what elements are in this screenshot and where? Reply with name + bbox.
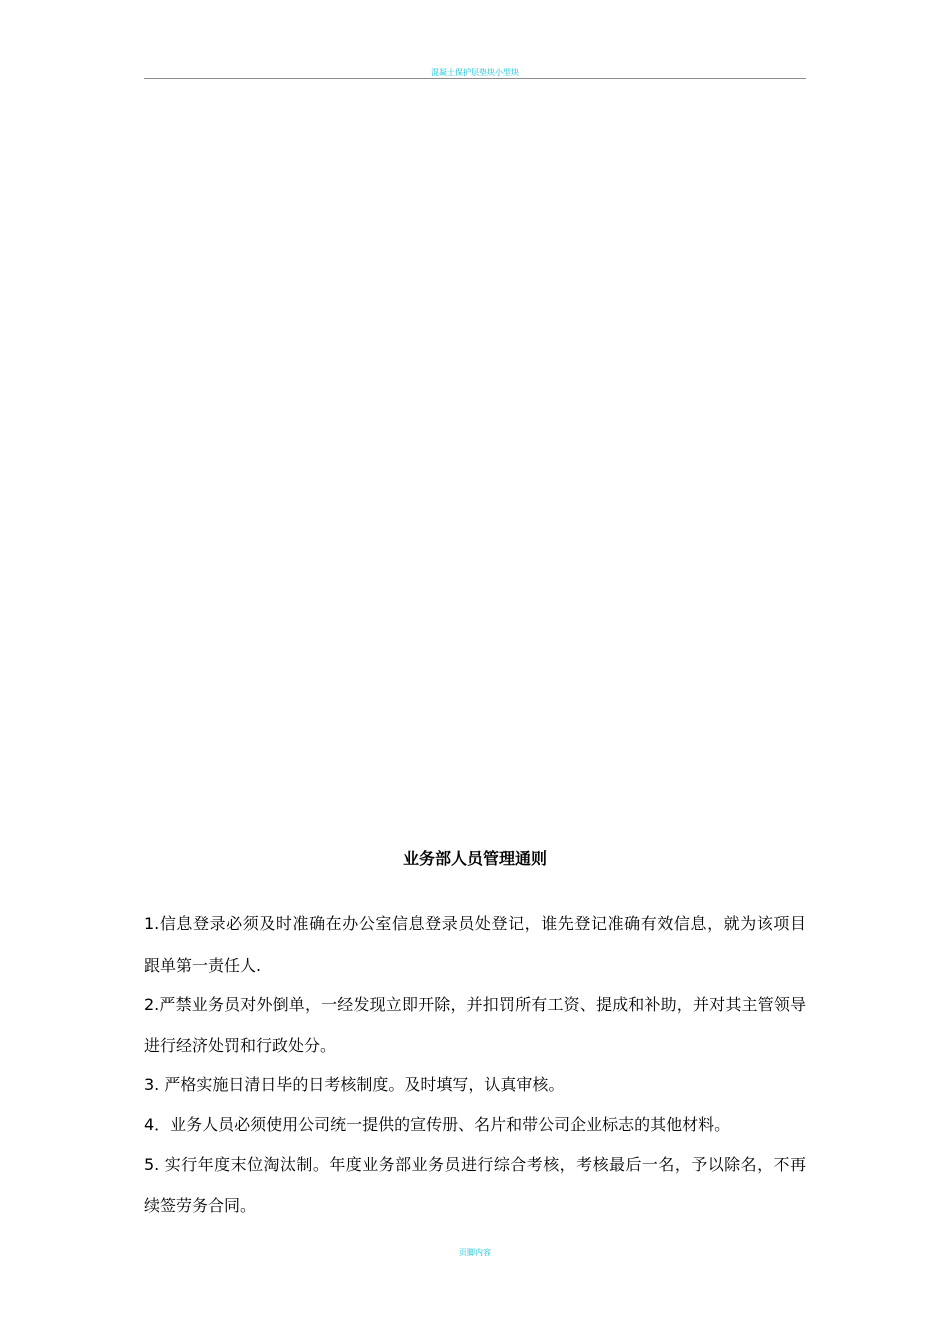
paragraph-line: 4．业务人员必须使用公司统一提供的宣传册、名片和带公司企业标志的其他材料。 (144, 1115, 731, 1134)
paragraph-line: 1.信息登录必须及时准确在办公室信息登录员处登记，谁先登记准确有效信息，就为该项目 (144, 914, 806, 933)
document-title: 业务部人员管理通则 (402, 849, 547, 868)
paragraph-line: 5. 实行年度末位淘汰制。年度业务部业务员进行综合考核，考核最后一名，予以除名，不再 (144, 1155, 806, 1174)
paragraph-line: 3. 严格实施日清日毕的日考核制度。及时填写，认真审核。 (144, 1075, 565, 1094)
page-header: 混凝土保护层垫块小型块 (431, 68, 519, 77)
paragraph-line: 续签劳务合同。 (144, 1196, 257, 1215)
paragraph-line: 进行经济处罚和行政处分。 (144, 1036, 337, 1055)
page-footer: 页脚内容 (459, 1248, 491, 1257)
paragraph-line: 2.严禁业务员对外倒单，一经发现立即开除，并扣罚所有工资、提成和补助，并对其主管领导 (144, 995, 806, 1014)
header-divider (144, 78, 806, 79)
paragraph-line: 跟单第一责任人. (144, 956, 262, 975)
